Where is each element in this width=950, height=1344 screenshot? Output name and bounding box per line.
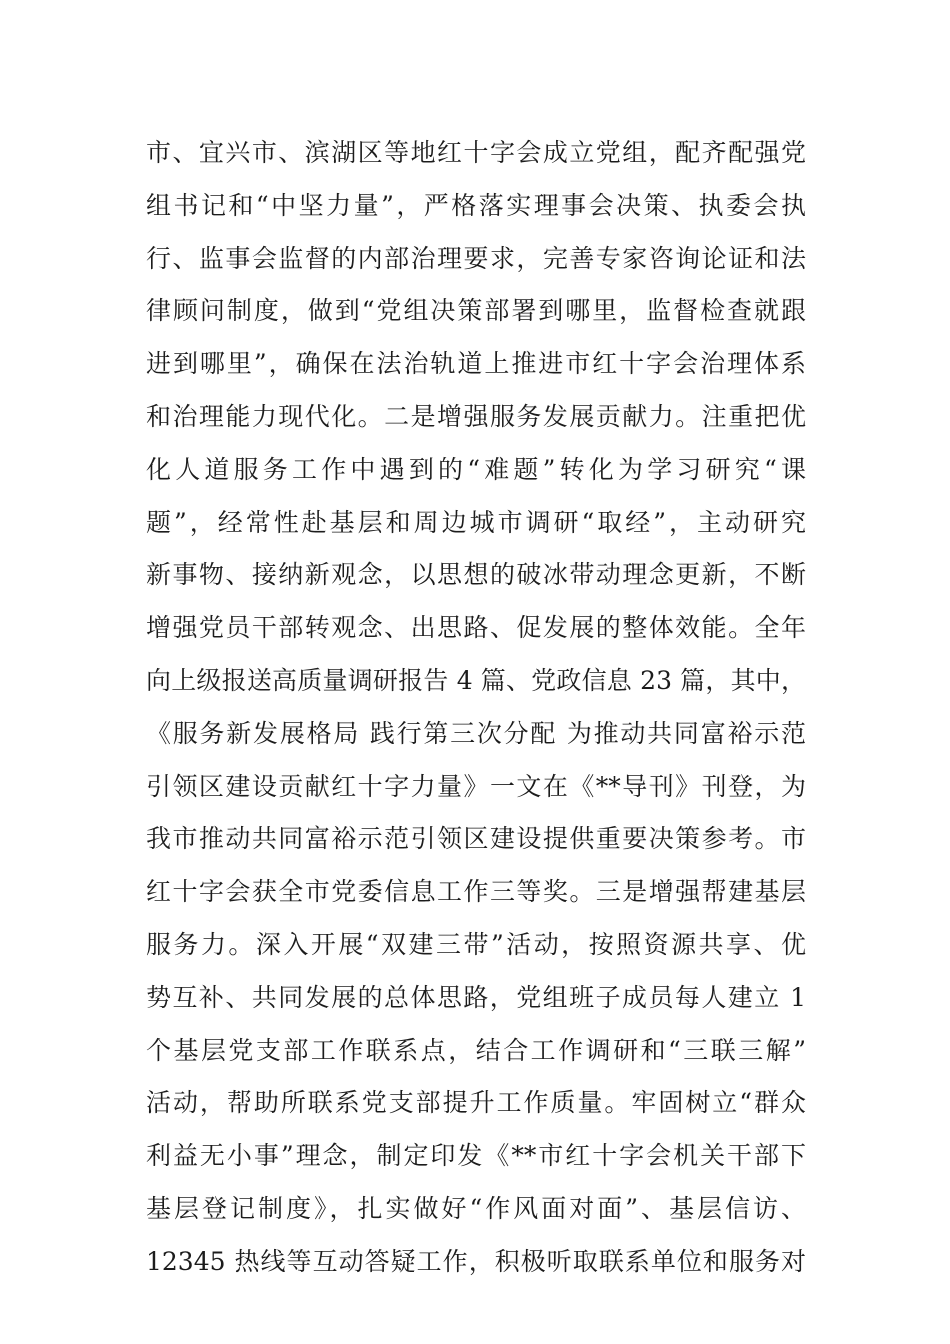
text-line-10: 增强党员干部转观念、出思路、促发展的整体效能。全年 xyxy=(146,613,806,643)
text-line-8: 题”，经常性赴基层和周边城市调研“取经”，主动研究 xyxy=(146,507,806,537)
text-line-14: 我市推动共同富裕示范引领区建设提供重要决策参考。市 xyxy=(146,824,806,854)
text-line-4: 律顾问制度，做到“党组决策部署到哪里，监督检查就跟 xyxy=(146,296,806,326)
text-line-15: 红十字会获全市党委信息工作三等奖。三是增强帮建基层 xyxy=(146,877,806,907)
text-line-19: 活动，帮助所联系党支部提升工作质量。牢固树立“群众 xyxy=(146,1088,806,1118)
text-line-9: 新事物、接纳新观念，以思想的破冰带动理念更新，不断 xyxy=(146,560,806,590)
text-line-1: 市、宜兴市、滨湖区等地红十字会成立党组，配齐配强党 xyxy=(146,138,806,167)
text-line-22: 12345 热线等互动答疑工作，积极听取联系单位和服务对 xyxy=(146,1246,806,1276)
text-line-3: 行、监事会监督的内部治理要求，完善专家咨询论证和法 xyxy=(146,243,806,273)
text-line-12: 《服务新发展格局 践行第三次分配 为推动共同富裕示范 xyxy=(146,718,806,748)
text-line-16: 服务力。深入开展“双建三带”活动，按照资源共享、优 xyxy=(146,929,806,959)
text-line-5: 进到哪里”，确保在法治轨道上推进市红十字会治理体系 xyxy=(146,349,806,379)
text-line-7: 化人道服务工作中遇到的“难题”转化为学习研究“课 xyxy=(146,454,806,484)
text-line-17: 势互补、共同发展的总体思路，党组班子成员每人建立 1 xyxy=(146,982,806,1012)
text-line-21: 基层登记制度》，扎实做好“作风面对面”、基层信访、 xyxy=(146,1193,806,1223)
text-line-13: 引领区建设贡献红十字力量》一文在《**导刊》刊登，为 xyxy=(146,771,806,801)
text-line-11: 向上级报送高质量调研报告 4 篇、党政信息 23 篇，其中， xyxy=(146,665,806,695)
text-line-18: 个基层党支部工作联系点，结合工作调研和“三联三解” xyxy=(146,1035,806,1065)
text-line-6: 和治理能力现代化。二是增强服务发展贡献力。注重把优 xyxy=(146,401,806,431)
text-line-2: 组书记和“中坚力量”，严格落实理事会决策、执委会执 xyxy=(146,190,806,220)
body-paragraph xyxy=(146,127,806,1289)
text-line-20: 利益无小事”理念，制定印发《**市红十字会机关干部下 xyxy=(146,1141,806,1171)
